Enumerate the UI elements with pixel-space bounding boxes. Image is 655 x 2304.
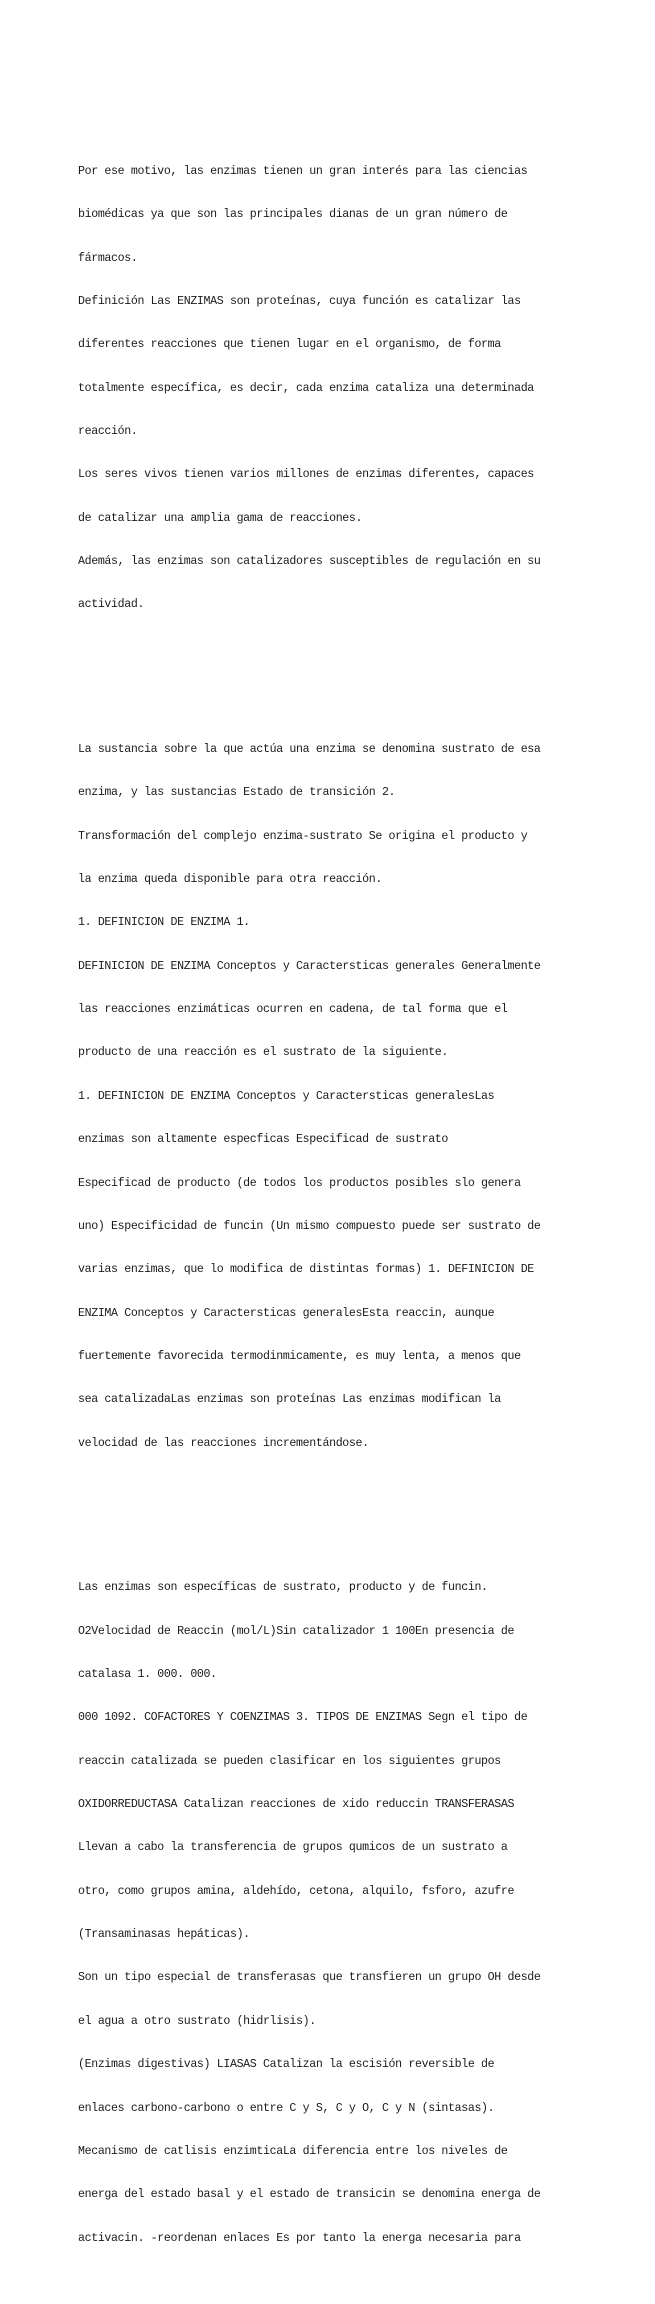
text-line: fuertemente favorecida termodinmicamente, es muy lenta, a menos que (78, 1349, 521, 1363)
text-line: velocidad de las reacciones incrementándose. (78, 1436, 369, 1450)
paragraph-1 (78, 136, 648, 642)
text-line: O2Velocidad de Reaccin (mol/L)Sin catalizador 1 100En presencia de (78, 1624, 515, 1638)
text-line: Los seres vivos tienen varios millones de enzimas diferentes, capaces (78, 468, 534, 482)
text-line: varias enzimas, que lo modifica de distintas formas) 1. DEFINICION DE (78, 1263, 534, 1277)
text-line: Las enzimas son específicas de sustrato, producto y de funcin. (78, 1581, 488, 1595)
text-line: catalasa 1. 000. 000. (78, 1667, 217, 1681)
text-line: Además, las enzimas son catalizadores susceptibles de regulación en su (78, 555, 541, 569)
text-line: la enzima queda disponible para otra reacción. (78, 873, 382, 886)
text-line: producto de una reacción es el sustrato de la siguiente. (78, 1046, 449, 1060)
text-line: OXIDORREDUCTASA Catalizan reacciones de xido reduccin TRANSFERASAS (78, 1797, 515, 1811)
text-line: ENZIMA Conceptos y Caractersticas generalesEsta reaccin, aunque (78, 1306, 495, 1320)
text-line: 1. DEFINICION DE ENZIMA 1. (78, 916, 250, 930)
paragraph-2 (78, 714, 648, 1480)
text-line: DEFINICION DE ENZIMA Conceptos y Caractersticas generales Generalmente (78, 959, 541, 973)
document-body (78, 107, 648, 2304)
text-line: Por ese motivo, las enzimas tienen un gran interés para las ciencias (78, 164, 528, 178)
text-line: enzima, y las sustancias Estado de transición 2. (78, 786, 396, 800)
text-line: 1. DEFINICION DE ENZIMA Conceptos y Caractersticas generalesLas (78, 1089, 495, 1103)
text-line: Definición Las ENZIMAS son proteínas, cuya función es catalizar las (78, 294, 521, 308)
text-line: Son un tipo especial de transferasas que transfieren un grupo OH desde (78, 1971, 541, 1985)
text-line: totalmente específica, es decir, cada enzima cataliza una determinada (78, 381, 534, 395)
text-line: reaccin catalizada se pueden clasificar en los siguientes grupos (78, 1754, 501, 1768)
text-line: enlaces carbono-carbono o entre C y S, C y O, C y N (sintasas). (78, 2101, 495, 2115)
text-line: Mecanismo de catlisis enzimticaLa diferencia entre los niveles de (78, 2144, 508, 2158)
text-line: otro, como grupos amina, aldehído, cetona, alquilo, fsforo, azufre (78, 1884, 515, 1898)
text-line: sea catalizadaLas enzimas son proteínas Las enzimas modifican la (78, 1393, 501, 1407)
text-line: enzimas son altamente especficas Especificad de sustrato (78, 1133, 449, 1147)
text-line: biomédicas ya que son las principales dianas de un gran número de (78, 208, 508, 222)
text-line: Especificad de producto (de todos los productos posibles slo genera (78, 1176, 521, 1190)
text-line: 000 1092. COFACTORES Y COENZIMAS 3. TIPOS DE ENZIMAS Segn el tipo de (78, 1711, 528, 1725)
text-line: actividad. (78, 598, 145, 612)
text-line: Llevan a cabo la transferencia de grupos qumicos de un sustrato a (78, 1841, 508, 1855)
text-line: uno) Especificidad de funcin (Un mismo compuesto puede ser sustrato de (78, 1219, 541, 1233)
text-line: fármacos. (78, 251, 138, 265)
text-line: (Transaminasas hepáticas). (78, 1928, 250, 1942)
paragraph-3 (78, 1552, 648, 2275)
text-line: activacin. -reordenan enlaces Es por tanto la energa necesaria para (78, 2231, 521, 2245)
paragraph-gap (78, 671, 648, 685)
text-line: el agua a otro sustrato (hidrlisis). (78, 2014, 316, 2028)
text-line: diferentes reacciones que tienen lugar en el organismo, de forma (78, 338, 501, 352)
text-line: de catalizar una amplia gama de reacciones. (78, 511, 363, 525)
text-line: las reacciones enzimáticas ocurren en cadena, de tal forma que el (78, 1003, 508, 1017)
text-line: Transformación del complejo enzima-sustrato Se origina el producto y (78, 829, 528, 843)
text-line: energa del estado basal y el estado de transicin se denomina energa de (78, 2188, 541, 2202)
paragraph-gap (78, 1509, 648, 1523)
text-line: La sustancia sobre la que actúa una enzima se denomina sustrato de esa (78, 742, 541, 756)
text-line: (Enzimas digestivas) LIASAS Catalizan la escisión reversible de (78, 2058, 495, 2072)
text-line: reacción. (78, 424, 138, 438)
